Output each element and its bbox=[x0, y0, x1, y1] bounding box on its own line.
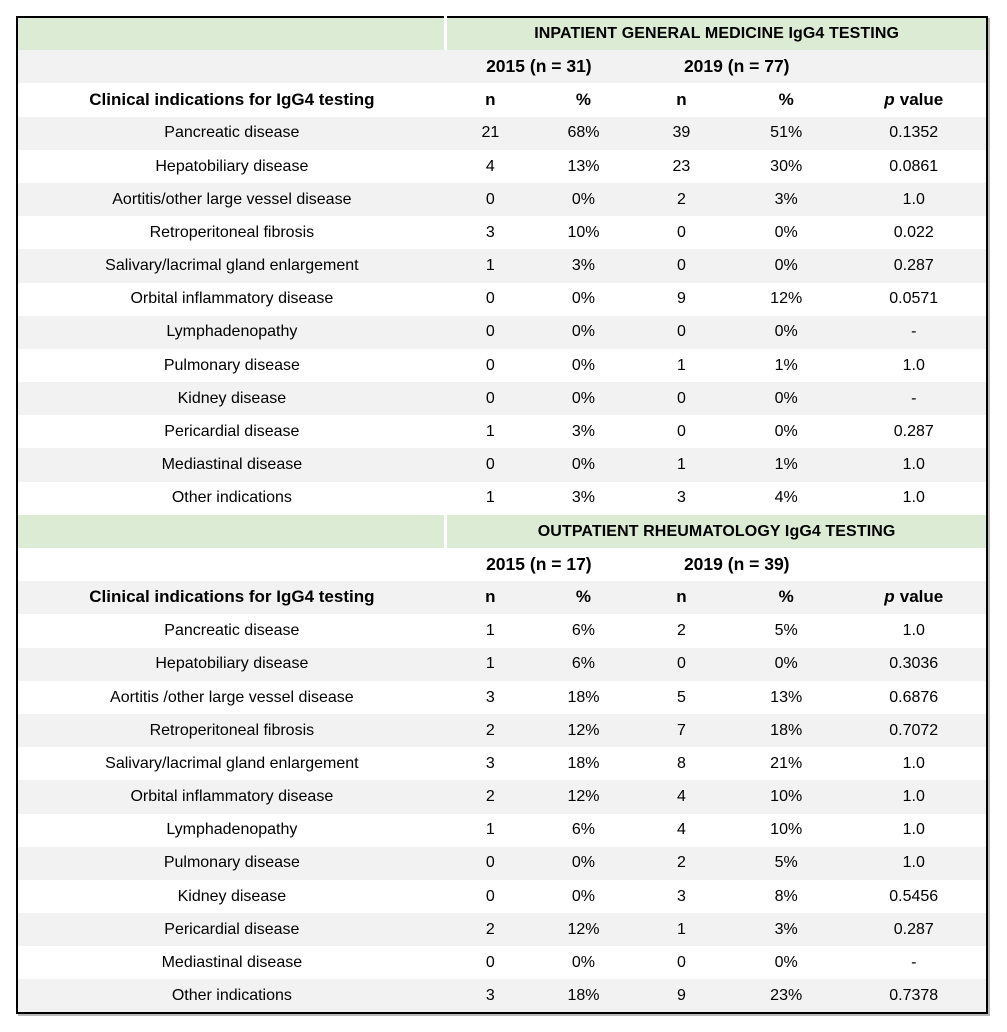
indication-cell: Lymphadenopathy bbox=[17, 316, 446, 349]
p-value-cell: 1.0 bbox=[902, 622, 925, 640]
pct-2019-cell: 10% bbox=[731, 780, 842, 813]
pct-2019-cell: 1% bbox=[731, 448, 842, 481]
pct-2019-cell: 0% bbox=[774, 423, 798, 441]
table-row bbox=[17, 382, 987, 415]
indication-cell: Kidney disease bbox=[177, 887, 287, 905]
p-value-cell: 0.7378 bbox=[841, 979, 987, 1012]
pct-2015-cell: 12% bbox=[535, 714, 632, 747]
n-2015-cell: 1 bbox=[485, 489, 495, 507]
p-value-column-header bbox=[841, 83, 987, 116]
pct-2015-cell: 3% bbox=[535, 249, 632, 282]
n-2019-cell: 1 bbox=[632, 448, 731, 481]
year-header-row bbox=[17, 548, 987, 581]
indication-cell: Aortitis/other large vessel disease bbox=[17, 183, 446, 216]
indication-cell: Pericardial disease bbox=[164, 423, 300, 441]
indication-cell: Retroperitoneal fibrosis bbox=[17, 714, 446, 747]
n-2015-cell: 1 bbox=[446, 249, 535, 282]
indication-cell: Kidney disease bbox=[17, 382, 446, 415]
p-value-column-header bbox=[841, 581, 987, 614]
n-2019-cell: 7 bbox=[632, 714, 731, 747]
n-2015-cell: 0 bbox=[446, 183, 535, 216]
table-row bbox=[17, 780, 987, 813]
year-row-spacer-cell bbox=[17, 548, 446, 581]
pct-2019-cell: 13% bbox=[770, 688, 803, 706]
table-row bbox=[17, 946, 987, 979]
n-2019-cell: 2 bbox=[676, 622, 686, 640]
n-2015-cell: 2 bbox=[446, 780, 535, 813]
pct-2015-cell: 6% bbox=[571, 622, 596, 640]
n-2019-cell: 3 bbox=[676, 489, 686, 507]
n-2015-cell: 2 bbox=[446, 913, 535, 946]
p-value-label-italic: p bbox=[884, 89, 895, 109]
n-2015-cell: 3 bbox=[446, 979, 535, 1012]
table-row bbox=[17, 847, 987, 880]
pct-2019-cell: 5% bbox=[774, 622, 798, 640]
p-value-cell: 1.0 bbox=[902, 754, 925, 772]
table-row bbox=[17, 448, 987, 481]
year-row-spacer-cell bbox=[17, 50, 446, 83]
p-value-cell: 0.1352 bbox=[841, 117, 987, 150]
pct-2015-cell: 0% bbox=[535, 316, 632, 349]
pct-2019-cell: 8% bbox=[774, 887, 798, 905]
section-title: OUTPATIENT RHEUMATOLOGY IgG4 TESTING bbox=[446, 515, 987, 548]
n-2019-column-header: n bbox=[632, 581, 731, 614]
year-header-row bbox=[17, 50, 987, 83]
table-row bbox=[17, 714, 987, 747]
n-2019-column-header: n bbox=[676, 89, 687, 109]
p-value-cell: - bbox=[841, 316, 987, 349]
year-row-pvalue-spacer-cell bbox=[841, 548, 987, 581]
n-2015-cell: 0 bbox=[485, 356, 495, 374]
table-row bbox=[17, 117, 987, 150]
indication-cell: Pulmonary disease bbox=[163, 356, 300, 374]
table-row bbox=[17, 681, 987, 714]
p-value-cell: 0.287 bbox=[893, 423, 934, 441]
pct-2019-column-header: % bbox=[731, 581, 842, 614]
pct-2015-cell: 13% bbox=[567, 157, 600, 175]
table-row bbox=[17, 880, 987, 913]
indications-column-header: Clinical indications for IgG4 testing bbox=[17, 581, 446, 614]
table-row bbox=[17, 482, 987, 515]
p-value-cell: 1.0 bbox=[841, 780, 987, 813]
pct-2015-cell: 3% bbox=[571, 489, 596, 507]
pct-2019-cell: 10% bbox=[770, 821, 803, 839]
table-row bbox=[17, 283, 987, 316]
n-2015-cell: 1 bbox=[485, 821, 495, 839]
n-2019-cell: 4 bbox=[632, 780, 731, 813]
n-2019-cell: 0 bbox=[676, 954, 686, 972]
table-row bbox=[17, 747, 987, 780]
indication-cell: Pericardial disease bbox=[17, 913, 446, 946]
indication-cell: Hepatobiliary disease bbox=[17, 648, 446, 681]
year-2019-header: 2019 (n = 77) bbox=[632, 50, 842, 83]
indication-cell: Other indications bbox=[171, 489, 292, 507]
pct-2015-cell: 0% bbox=[535, 448, 632, 481]
p-value-cell: - bbox=[841, 382, 987, 415]
n-2019-cell: 1 bbox=[632, 913, 731, 946]
p-value-cell: 0.0861 bbox=[889, 157, 939, 175]
pct-2015-cell: 18% bbox=[567, 754, 600, 772]
indication-cell: Salivary/lacrimal gland enlargement bbox=[17, 249, 446, 282]
n-2015-cell: 0 bbox=[485, 290, 495, 308]
p-value-cell: - bbox=[911, 954, 917, 972]
p-value-cell: 0.6876 bbox=[889, 688, 939, 706]
n-2019-cell: 5 bbox=[676, 688, 686, 706]
n-2019-cell: 0 bbox=[632, 648, 731, 681]
n-2019-cell: 8 bbox=[676, 754, 686, 772]
p-value-cell: 1.0 bbox=[902, 489, 925, 507]
p-value-cell: 0.7072 bbox=[841, 714, 987, 747]
n-2019-cell: 2 bbox=[632, 183, 731, 216]
pct-2015-cell: 0% bbox=[571, 356, 596, 374]
n-2015-column-header: n bbox=[485, 89, 496, 109]
indication-cell: Other indications bbox=[17, 979, 446, 1012]
table-row bbox=[17, 349, 987, 382]
column-header-row bbox=[17, 581, 987, 614]
n-2019-cell: 1 bbox=[676, 356, 686, 374]
pct-2019-cell: 1% bbox=[774, 356, 798, 374]
n-2019-cell: 39 bbox=[632, 117, 731, 150]
indication-cell: Orbital inflammatory disease bbox=[130, 290, 334, 308]
n-2019-cell: 9 bbox=[676, 290, 686, 308]
p-value-cell: 0.0571 bbox=[889, 290, 939, 308]
p-value-cell: 0.3036 bbox=[841, 648, 987, 681]
n-2015-cell: 2 bbox=[446, 714, 535, 747]
table-row bbox=[17, 150, 987, 183]
n-2019-cell: 2 bbox=[632, 847, 731, 880]
table-row bbox=[17, 814, 987, 847]
pct-2015-cell: 0% bbox=[571, 887, 596, 905]
year-2019-header: 2019 (n = 39) bbox=[683, 553, 790, 574]
indication-cell: Mediastinal disease bbox=[17, 448, 446, 481]
n-2015-cell: 0 bbox=[446, 316, 535, 349]
year-2015-header: 2015 (n = 31) bbox=[446, 50, 632, 83]
pct-2019-cell: 4% bbox=[774, 489, 798, 507]
pct-2015-cell: 12% bbox=[535, 780, 632, 813]
indication-cell: Orbital inflammatory disease bbox=[17, 780, 446, 813]
n-2015-cell: 0 bbox=[485, 954, 495, 972]
pct-2015-cell: 12% bbox=[535, 913, 632, 946]
n-2019-cell: 3 bbox=[676, 887, 686, 905]
section-title-spacer-cell bbox=[17, 17, 446, 50]
p-value-cell: 1.0 bbox=[902, 356, 925, 374]
pct-2019-cell: 21% bbox=[770, 754, 803, 772]
n-2019-cell: 4 bbox=[676, 821, 686, 839]
indication-cell: Salivary/lacrimal gland enlargement bbox=[105, 754, 359, 772]
p-value-cell: 0.022 bbox=[893, 223, 934, 241]
table-row bbox=[17, 316, 987, 349]
p-value-cell: 1.0 bbox=[841, 183, 987, 216]
table-row bbox=[17, 648, 987, 681]
table-row bbox=[17, 415, 987, 448]
indications-column-header: Clinical indications for IgG4 testing bbox=[89, 89, 375, 109]
pct-2019-cell: 0% bbox=[731, 382, 842, 415]
table-row bbox=[17, 614, 987, 647]
n-2015-cell: 0 bbox=[446, 382, 535, 415]
table-row bbox=[17, 249, 987, 282]
pct-2019-cell: 5% bbox=[731, 847, 842, 880]
indication-cell: Retroperitoneal fibrosis bbox=[149, 223, 315, 241]
n-2019-cell: 0 bbox=[632, 316, 731, 349]
pct-2015-cell: 68% bbox=[535, 117, 632, 150]
pct-2019-cell: 23% bbox=[731, 979, 842, 1012]
pct-2019-cell: 51% bbox=[731, 117, 842, 150]
pct-2015-cell: 10% bbox=[567, 223, 600, 241]
n-2015-cell: 3 bbox=[485, 223, 495, 241]
p-value-cell: 1.0 bbox=[841, 847, 987, 880]
year-row-pvalue-spacer-cell bbox=[841, 50, 987, 83]
table-row bbox=[17, 913, 987, 946]
year-2015-header: 2015 (n = 17) bbox=[486, 553, 592, 574]
n-2019-cell: 0 bbox=[676, 423, 686, 441]
pct-2019-cell: 3% bbox=[731, 183, 842, 216]
n-2015-cell: 0 bbox=[485, 887, 495, 905]
indication-cell: Lymphadenopathy bbox=[166, 821, 298, 839]
n-2015-cell: 1 bbox=[485, 423, 495, 441]
pct-2019-cell: 0% bbox=[731, 316, 842, 349]
n-2015-cell: 0 bbox=[446, 448, 535, 481]
indication-cell: Pulmonary disease bbox=[17, 847, 446, 880]
pct-2015-cell: 0% bbox=[571, 954, 596, 972]
p-value-cell: 0.5456 bbox=[889, 887, 939, 905]
pct-2015-column-header: % bbox=[535, 581, 632, 614]
p-value-cell: 1.0 bbox=[902, 821, 925, 839]
pct-2019-cell: 0% bbox=[774, 223, 798, 241]
pct-2019-cell: 0% bbox=[731, 249, 842, 282]
pct-2015-column-header: % bbox=[575, 89, 592, 109]
n-2019-cell: 0 bbox=[676, 223, 686, 241]
igg4-table-body bbox=[17, 17, 987, 1013]
p-value-cell: 0.287 bbox=[841, 913, 987, 946]
pct-2015-cell: 6% bbox=[571, 821, 596, 839]
n-2015-cell: 21 bbox=[446, 117, 535, 150]
pct-2019-cell: 0% bbox=[731, 648, 842, 681]
n-2015-column-header: n bbox=[446, 581, 535, 614]
table-row bbox=[17, 216, 987, 249]
pct-2015-cell: 0% bbox=[535, 183, 632, 216]
p-value-label-italic: p bbox=[884, 587, 895, 607]
section-title-row bbox=[17, 17, 987, 50]
pct-2015-cell: 3% bbox=[571, 423, 596, 441]
indication-cell: Aortitis /other large vessel disease bbox=[110, 688, 354, 706]
section-title-row bbox=[17, 515, 987, 548]
p-value-cell: 1.0 bbox=[841, 448, 987, 481]
pct-2019-cell: 12% bbox=[770, 290, 803, 308]
n-2019-cell: 23 bbox=[672, 157, 691, 175]
pct-2019-column-header: % bbox=[778, 89, 794, 109]
column-header-row bbox=[17, 83, 987, 116]
pct-2019-cell: 3% bbox=[731, 913, 842, 946]
pct-2019-cell: 0% bbox=[774, 954, 798, 972]
igg4-testing-table bbox=[16, 16, 988, 1014]
pct-2019-cell: 18% bbox=[731, 714, 842, 747]
section-title: INPATIENT GENERAL MEDICINE IgG4 TESTING bbox=[446, 17, 987, 50]
indication-cell: Mediastinal disease bbox=[161, 954, 303, 972]
p-value-cell: 0.287 bbox=[841, 249, 987, 282]
n-2019-cell: 0 bbox=[632, 249, 731, 282]
n-2019-cell: 9 bbox=[632, 979, 731, 1012]
table-row bbox=[17, 979, 987, 1012]
indication-cell: Pancreatic disease bbox=[17, 117, 446, 150]
indication-cell: Pancreatic disease bbox=[164, 622, 300, 640]
table-row bbox=[17, 183, 987, 216]
pct-2015-cell: 0% bbox=[535, 847, 632, 880]
n-2015-cell: 4 bbox=[485, 157, 495, 175]
p-value-label-rest: value bbox=[899, 587, 944, 607]
n-2019-cell: 0 bbox=[632, 382, 731, 415]
pct-2015-cell: 0% bbox=[571, 290, 596, 308]
section-title-spacer-cell bbox=[17, 515, 446, 548]
pct-2015-cell: 18% bbox=[535, 979, 632, 1012]
indication-cell: Hepatobiliary disease bbox=[155, 157, 309, 175]
n-2015-cell: 0 bbox=[446, 847, 535, 880]
p-value-label-rest: value bbox=[899, 89, 944, 109]
n-2015-cell: 1 bbox=[485, 622, 495, 640]
pct-2015-cell: 18% bbox=[567, 688, 600, 706]
n-2015-cell: 1 bbox=[446, 648, 535, 681]
n-2015-cell: 3 bbox=[485, 688, 495, 706]
pct-2015-cell: 0% bbox=[535, 382, 632, 415]
n-2015-cell: 3 bbox=[485, 754, 495, 772]
pct-2015-cell: 6% bbox=[535, 648, 632, 681]
pct-2019-cell: 30% bbox=[770, 157, 803, 175]
